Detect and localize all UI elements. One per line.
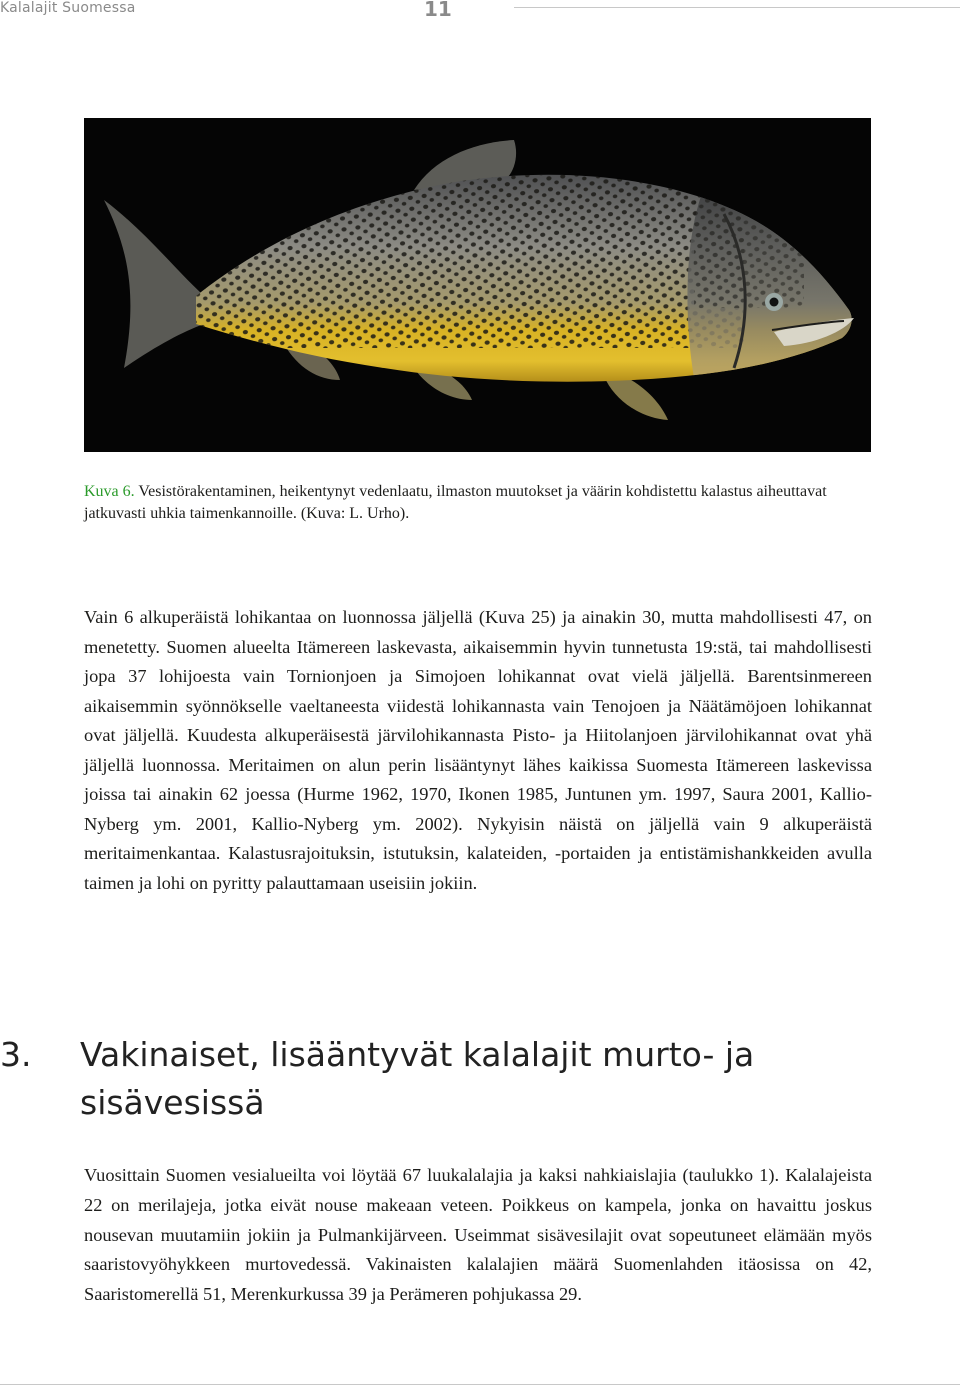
section-title: Vakinaiset, lisääntyvät kalalajit murto- ja sisävesissä (80, 1035, 755, 1122)
figure-caption-text: Vesistörakentaminen, heikentynyt vedenlaatu, ilmaston muutokset ja väärin kohdistettu kalastus aiheuttavat jatkuvasti uhkia taimenkannoille. (Kuva: L. Urho). (84, 483, 827, 522)
figure-caption (84, 481, 884, 525)
footer-rule (0, 1384, 960, 1385)
page-number: 11 (424, 0, 452, 21)
section-number: 3. (0, 1035, 32, 1074)
paragraph-salmon-stocks: Vain 6 alkuperäistä lohikantaa on luonnossa jäljellä (Kuva 25) ja ainakin 30, mutta mahdollisesti 47, on menetetty. Suomen alueelta Itämereen laskevasta, aikaisemmin hyvin tunnetusta 19:stä, tai mahdollisesti jopa 37 lohijoesta vain Tornionjoen ja Simojoen lohikannat ovat vielä jäljellä. Barentsinmereen aikaisemmin syönnökselle vaeltaneesta viidestä lohikannasta vain Tenojoen ja Näätämöjoen lohikannat ovat jäljellä. Kuudesta alkuperäisestä järvilohikannasta Pisto- ja Hiitolanjoen järvilohikannat ovat yhä jäljellä luonnossa. Meritaimen on alun perin lisääntynyt lähes kaikissa Suomesta Itämereen laskevissa joissa tai ainakin 62 joessa (Hurme 1962, 1970, Ikonen 1985, Juntunen ym. 1997, Saura 2001, Kallio-Nyberg ym. 2001, Kallio-Nyberg ym. 2002). Nykyisin näistä on jäljellä vain 9 alkuperäistä meritaimenkantaa. Kalastusrajoituksin, istutuksin, kalateiden, -portaiden ja entistämishankkeiden avulla taimen ja lohi on pyritty palauttamaan useisiin jokiin. (84, 607, 872, 893)
paragraph-fish-species: Vuosittain Suomen vesialueilta voi löytää 67 luukalalajia ja kaksi nahkiaislajia (taulukko 1). Kalalajeista 22 on merilajeja, jotka eivät nouse makeaan veteen. Poikkeus on kampela, jonka on havaittu joskus nousevan muutamiin jokiin ja Pulmankijärveen. Useimmat sisävesilajit ovat sopeutuneet elämään myös saaristovyöhykkeen murtovedessä. Vakinaisten kalalajien määrä Suomenlahden itäosissa on 42, Saaristomerellä 51, Merenkurkussa 39 ja Perämeren pohjukassa 29. (84, 1165, 872, 1305)
header-rule (514, 7, 960, 8)
figure-caption-label: Kuva 6. (84, 483, 135, 500)
trout-illustration (84, 118, 871, 452)
running-title: Kalalajit Suomessa (0, 0, 136, 16)
trout-photo (84, 118, 871, 452)
